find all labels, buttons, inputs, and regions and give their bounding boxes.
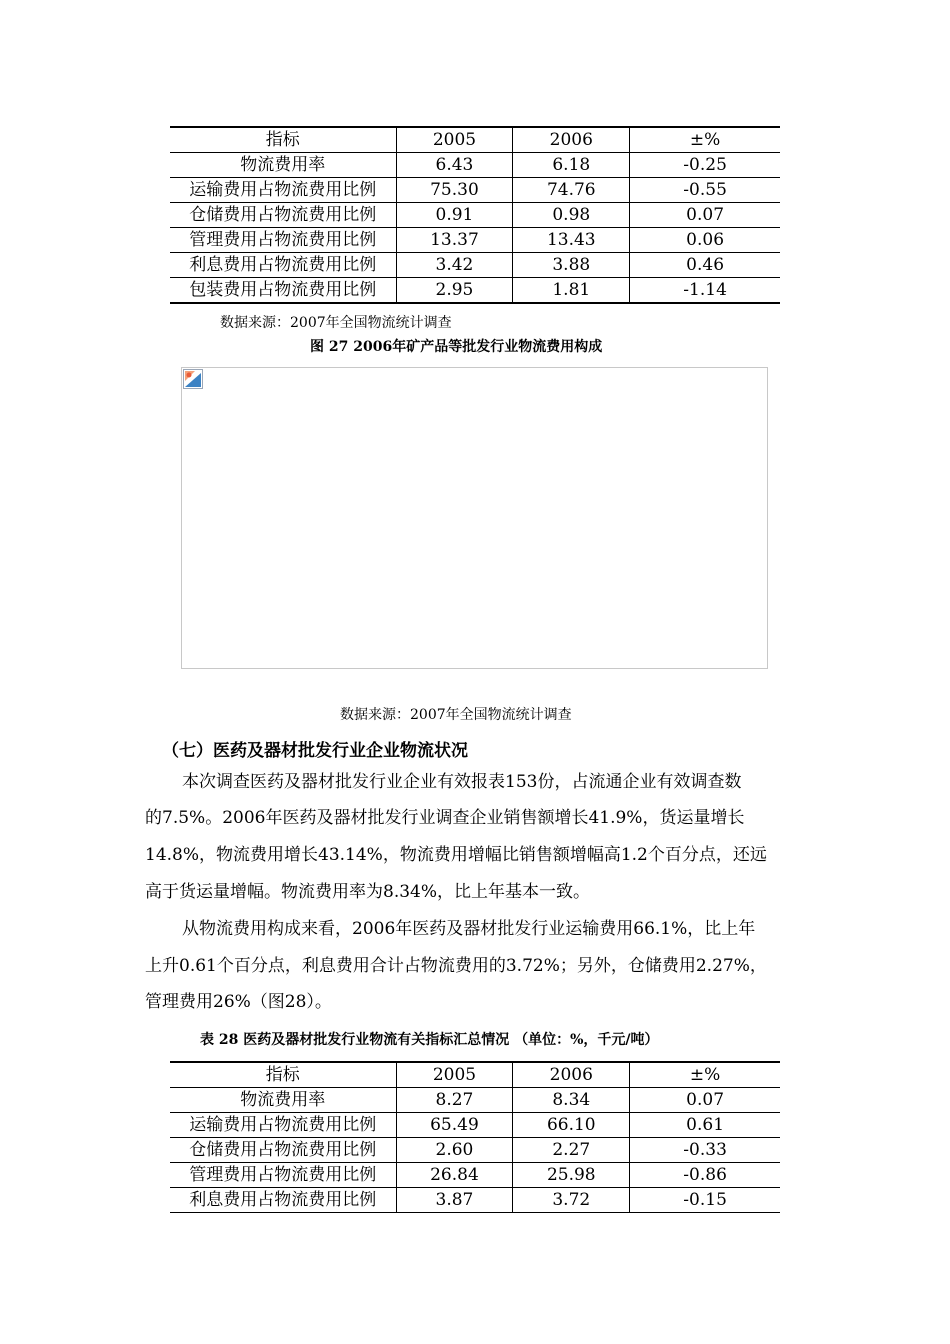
indicator-name-cell: 包装费用占物流费用比例: [170, 278, 396, 304]
value-cell: 65.49: [396, 1113, 513, 1138]
paragraph-2-line-2: 上升0.61个百分点，利息费用合计占物流费用的3.72%；另外，仓储费用2.27%，: [145, 956, 767, 976]
indicator-table-27-body: [170, 127, 780, 303]
value-cell: -0.55: [630, 178, 780, 203]
value-cell: -0.15: [630, 1188, 780, 1213]
indicator-table-28: [170, 1061, 780, 1213]
indicator-name-cell: 仓储费用占物流费用比例: [170, 203, 396, 228]
value-cell: -0.33: [630, 1138, 780, 1163]
table-row: [170, 1088, 780, 1113]
value-cell: 66.10: [513, 1113, 630, 1138]
value-cell: 0.06: [630, 228, 780, 253]
indicator-name-cell: 利息费用占物流费用比例: [170, 1188, 396, 1213]
value-cell: 3.42: [396, 253, 513, 278]
table-row: [170, 1188, 780, 1213]
value-cell: 0.91: [396, 203, 513, 228]
figure-27-image: [181, 367, 768, 669]
value-cell: 6.18: [513, 153, 630, 178]
table-row: [170, 253, 780, 278]
indicator-table-27: [170, 126, 780, 304]
paragraph-1-line-1: 本次调查医药及器材批发行业企业有效报表153份，占流通企业有效调查数: [182, 772, 742, 792]
value-cell: 2.95: [396, 278, 513, 304]
table-header-row: [170, 127, 780, 153]
header-cell: ±%: [630, 127, 780, 153]
value-cell: 25.98: [513, 1163, 630, 1188]
paragraph-1-line-3: 14.8%，物流费用增长43.14%，物流费用增幅比销售额增幅高1.2个百分点，还远: [145, 845, 767, 865]
header-cell: 指标: [170, 127, 396, 153]
table-row: [170, 178, 780, 203]
paragraph-2-line-3: 管理费用26%（图28）。: [145, 992, 332, 1012]
table-row: [170, 153, 780, 178]
value-cell: 0.07: [630, 203, 780, 228]
value-cell: 13.37: [396, 228, 513, 253]
value-cell: 3.72: [513, 1188, 630, 1213]
broken-image-icon: [183, 369, 203, 389]
value-cell: 6.43: [396, 153, 513, 178]
header-cell: ±%: [630, 1062, 780, 1088]
table-header-row: [170, 1062, 780, 1088]
value-cell: -0.25: [630, 153, 780, 178]
figure-27-source: 数据来源：2007年全国物流统计调查: [340, 707, 572, 723]
table-28-caption: 表 28 医药及器材批发行业物流有关指标汇总情况 （单位：%，千元/吨）: [200, 1032, 659, 1048]
value-cell: 2.60: [396, 1138, 513, 1163]
value-cell: 0.07: [630, 1088, 780, 1113]
indicator-name-cell: 运输费用占物流费用比例: [170, 1113, 396, 1138]
indicator-name-cell: 物流费用率: [170, 1088, 396, 1113]
paragraph-2-line-1: 从物流费用构成来看，2006年医药及器材批发行业运输费用66.1%，比上年: [182, 919, 756, 939]
value-cell: 1.81: [513, 278, 630, 304]
value-cell: 75.30: [396, 178, 513, 203]
indicator-name-cell: 仓储费用占物流费用比例: [170, 1138, 396, 1163]
table-row: [170, 1163, 780, 1188]
paragraph-1-line-2: 的7.5%。2006年医药及器材批发行业调查企业销售额增长41.9%，货运量增长: [145, 808, 745, 828]
value-cell: 8.27: [396, 1088, 513, 1113]
table-row: [170, 278, 780, 304]
figure-27-caption: 图 27 2006年矿产品等批发行业物流费用构成: [310, 339, 603, 355]
value-cell: 13.43: [513, 228, 630, 253]
indicator-name-cell: 利息费用占物流费用比例: [170, 253, 396, 278]
value-cell: 26.84: [396, 1163, 513, 1188]
table-27-source: 数据来源：2007年全国物流统计调查: [220, 315, 452, 331]
value-cell: 3.88: [513, 253, 630, 278]
value-cell: 3.87: [396, 1188, 513, 1213]
value-cell: -1.14: [630, 278, 780, 304]
indicator-table-28-body: [170, 1062, 780, 1213]
table-row: [170, 1113, 780, 1138]
indicator-name-cell: 物流费用率: [170, 153, 396, 178]
value-cell: 0.98: [513, 203, 630, 228]
header-cell: 2005: [396, 1062, 513, 1088]
indicator-name-cell: 运输费用占物流费用比例: [170, 178, 396, 203]
value-cell: 0.46: [630, 253, 780, 278]
section-7-heading: （七）医药及器材批发行业企业物流状况: [162, 741, 468, 761]
header-cell: 2006: [513, 127, 630, 153]
table-row: [170, 203, 780, 228]
header-cell: 2005: [396, 127, 513, 153]
value-cell: 8.34: [513, 1088, 630, 1113]
value-cell: 74.76: [513, 178, 630, 203]
indicator-name-cell: 管理费用占物流费用比例: [170, 228, 396, 253]
value-cell: 2.27: [513, 1138, 630, 1163]
header-cell: 指标: [170, 1062, 396, 1088]
value-cell: -0.86: [630, 1163, 780, 1188]
value-cell: 0.61: [630, 1113, 780, 1138]
indicator-name-cell: 管理费用占物流费用比例: [170, 1163, 396, 1188]
paragraph-1-line-4: 高于货运量增幅。物流费用率为8.34%，比上年基本一致。: [145, 882, 591, 902]
table-row: [170, 228, 780, 253]
header-cell: 2006: [513, 1062, 630, 1088]
table-row: [170, 1138, 780, 1163]
